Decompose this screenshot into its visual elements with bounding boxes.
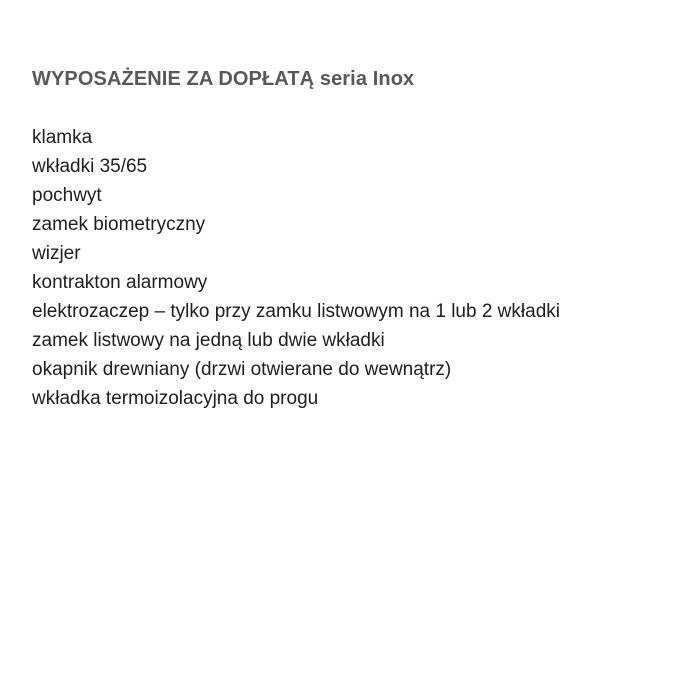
list-item: wkładki 35/65 <box>32 156 148 177</box>
list-item: zamek listwowy na jedną lub dwie wkładki <box>32 330 385 351</box>
equipment-list <box>32 123 670 413</box>
list-item: kontrakton alarmowy <box>32 272 208 293</box>
list-item: okapnik drewniany (drzwi otwierane do wewnątrz) <box>32 359 452 380</box>
list-item: wkładka termoizolacyjna do progu <box>32 388 319 409</box>
list-item: wizjer <box>32 243 81 264</box>
page-title: WYPOSAŻENIE ZA DOPŁATĄ seria Inox <box>32 68 415 90</box>
list-item: pochwyt <box>32 185 102 206</box>
list-item: elektrozaczep – tylko przy zamku listwowym na 1 lub 2 wkładki <box>32 301 560 322</box>
list-item: zamek biometryczny <box>32 214 206 235</box>
list-item: klamka <box>32 127 93 148</box>
